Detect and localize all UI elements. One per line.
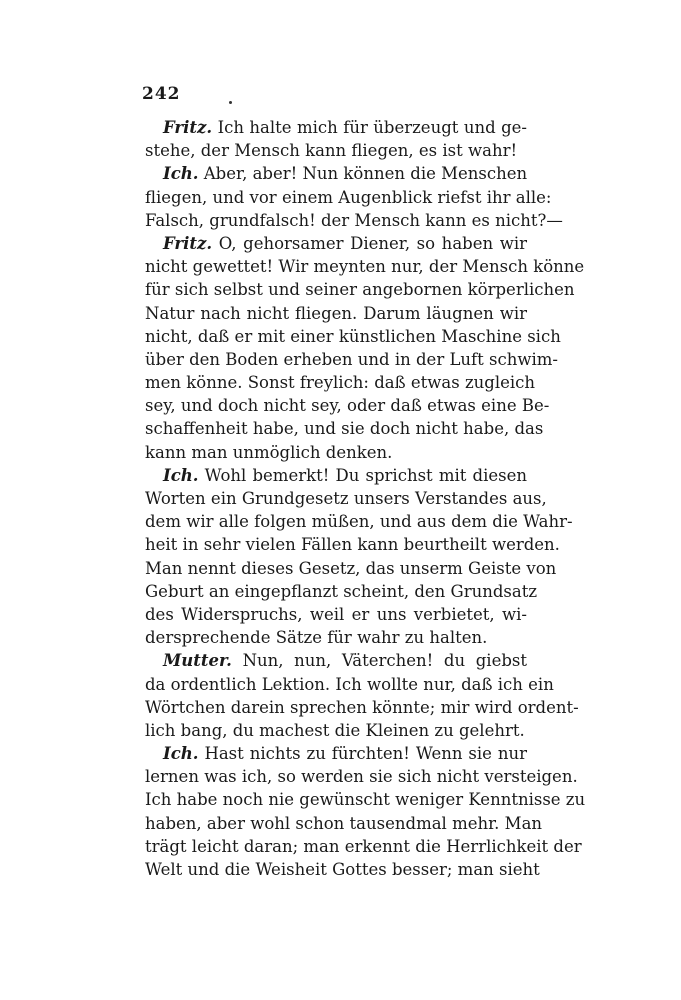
text-line xyxy=(145,139,527,162)
text-line xyxy=(145,812,543,835)
text-line xyxy=(145,464,527,487)
speaker-name: Ich. xyxy=(163,164,199,184)
text-line xyxy=(145,487,547,510)
text-line xyxy=(145,835,582,858)
line-text: schaffenheit habe, und sie doch nicht habe, das xyxy=(145,419,544,439)
line-text: heit in sehr vielen Fällen kann beurtheilt werden. xyxy=(145,535,560,555)
line-text: Natur nach nicht fliegen. Darum läugnen wir xyxy=(145,303,527,323)
line-text: dem wir alle folgen müßen, und aus dem die Wahr- xyxy=(145,512,573,532)
text-line xyxy=(145,209,563,232)
text-line xyxy=(145,302,527,325)
text-line xyxy=(145,116,527,139)
speaker-name: Fritz. xyxy=(163,118,213,137)
line-text: Wörtchen darein sprechen könnte; mir wird ordent- xyxy=(145,697,579,717)
text-line xyxy=(145,603,527,626)
line-text: Welt und die Weisheit Gottes besser; man sieht xyxy=(145,860,540,879)
line-text: lich bang, du machest die Kleinen zu gelehrt. xyxy=(145,720,525,740)
line-text: Nun, nun, Väterchen! du giebst xyxy=(231,651,527,671)
line-text: haben, aber wohl schon tausendmal mehr. Man xyxy=(145,813,543,833)
ink-speck xyxy=(229,101,232,104)
speaker-name: Ich. xyxy=(163,744,199,764)
line-text: fliegen, und vor einem Augenblick riefst ihr alle: xyxy=(145,187,552,207)
speaker-name: Ich. xyxy=(163,465,199,485)
line-text: des Widerspruchs, weil er uns verbietet, wi- xyxy=(145,604,527,624)
line-text: dersprechende Sätze für wahr zu halten. xyxy=(145,628,488,648)
line-text: da ordentlich Lektion. Ich wollte nur, daß ich ein xyxy=(145,674,554,694)
text-line xyxy=(145,232,527,255)
line-text: nicht gewettet! Wir meynten nur, der Mensch könne xyxy=(145,257,585,277)
line-text: für sich selbst und seiner angebornen körperlichen xyxy=(145,280,575,300)
text-line xyxy=(145,788,586,811)
text-line xyxy=(145,557,557,580)
line-text: nicht, daß er mit einer künstlichen Maschine sich xyxy=(145,326,561,346)
line-text: lernen was ich, so werden sie sich nicht versteigen. xyxy=(145,767,578,787)
text-line xyxy=(145,649,527,672)
line-text: Worten ein Grundgesetz unsers Verstandes aus, xyxy=(145,489,547,508)
text-line xyxy=(145,255,585,278)
text-line xyxy=(145,673,554,696)
text-line xyxy=(145,696,579,719)
text-line xyxy=(145,742,527,765)
text-line xyxy=(145,510,573,533)
text-line xyxy=(145,278,575,301)
text-line xyxy=(145,348,558,371)
page-number: 242 xyxy=(142,84,181,104)
text-line xyxy=(145,765,578,788)
page-body-text xyxy=(145,116,586,881)
text-line xyxy=(145,325,561,348)
text-line xyxy=(145,858,540,881)
text-line xyxy=(145,626,527,649)
speaker-name: Fritz. xyxy=(163,233,213,253)
text-line xyxy=(145,394,550,417)
line-text: trägt leicht daran; man erkennt die Herrlichkeit der xyxy=(145,836,582,856)
line-text: Hast nichts zu fürchten! Wenn sie nur xyxy=(198,744,527,764)
line-text: Man nennt dieses Gesetz, das unserm Geiste von xyxy=(145,558,557,578)
line-text: stehe, der Mensch kann fliegen, es ist wahr! xyxy=(145,141,518,161)
line-text: Geburt an eingepflanzt scheint, den Grundsatz xyxy=(145,581,538,601)
line-text: men könne. Sonst freylich: daß etwas zugleich xyxy=(145,373,536,393)
line-text: Ich halte mich für überzeugt und ge- xyxy=(212,118,527,137)
line-text: über den Boden erheben und in der Luft schwim- xyxy=(145,349,558,369)
line-text: sey, und doch nicht sey, oder daß etwas eine Be- xyxy=(145,396,550,416)
text-line xyxy=(145,580,538,603)
line-text: kann man unmöglich denken. xyxy=(145,442,393,462)
text-line xyxy=(145,417,544,440)
text-line xyxy=(145,719,527,742)
line-text: Ich habe noch nie gewünscht weniger Kenntnisse zu xyxy=(145,790,586,810)
speaker-name: Mutter. xyxy=(163,651,232,671)
line-text: Falsch, grundfalsch! der Mensch kann es nicht?— xyxy=(145,210,563,230)
text-line xyxy=(145,533,560,556)
text-line xyxy=(145,162,527,185)
text-line xyxy=(145,441,527,464)
line-text: O, gehorsamer Diener, so haben wir xyxy=(212,233,527,253)
line-text: Aber, aber! Nun können die Menschen xyxy=(198,164,528,184)
text-line xyxy=(145,186,552,209)
text-line xyxy=(145,371,536,394)
line-text: Wohl bemerkt! Du sprichst mit diesen xyxy=(198,465,527,485)
